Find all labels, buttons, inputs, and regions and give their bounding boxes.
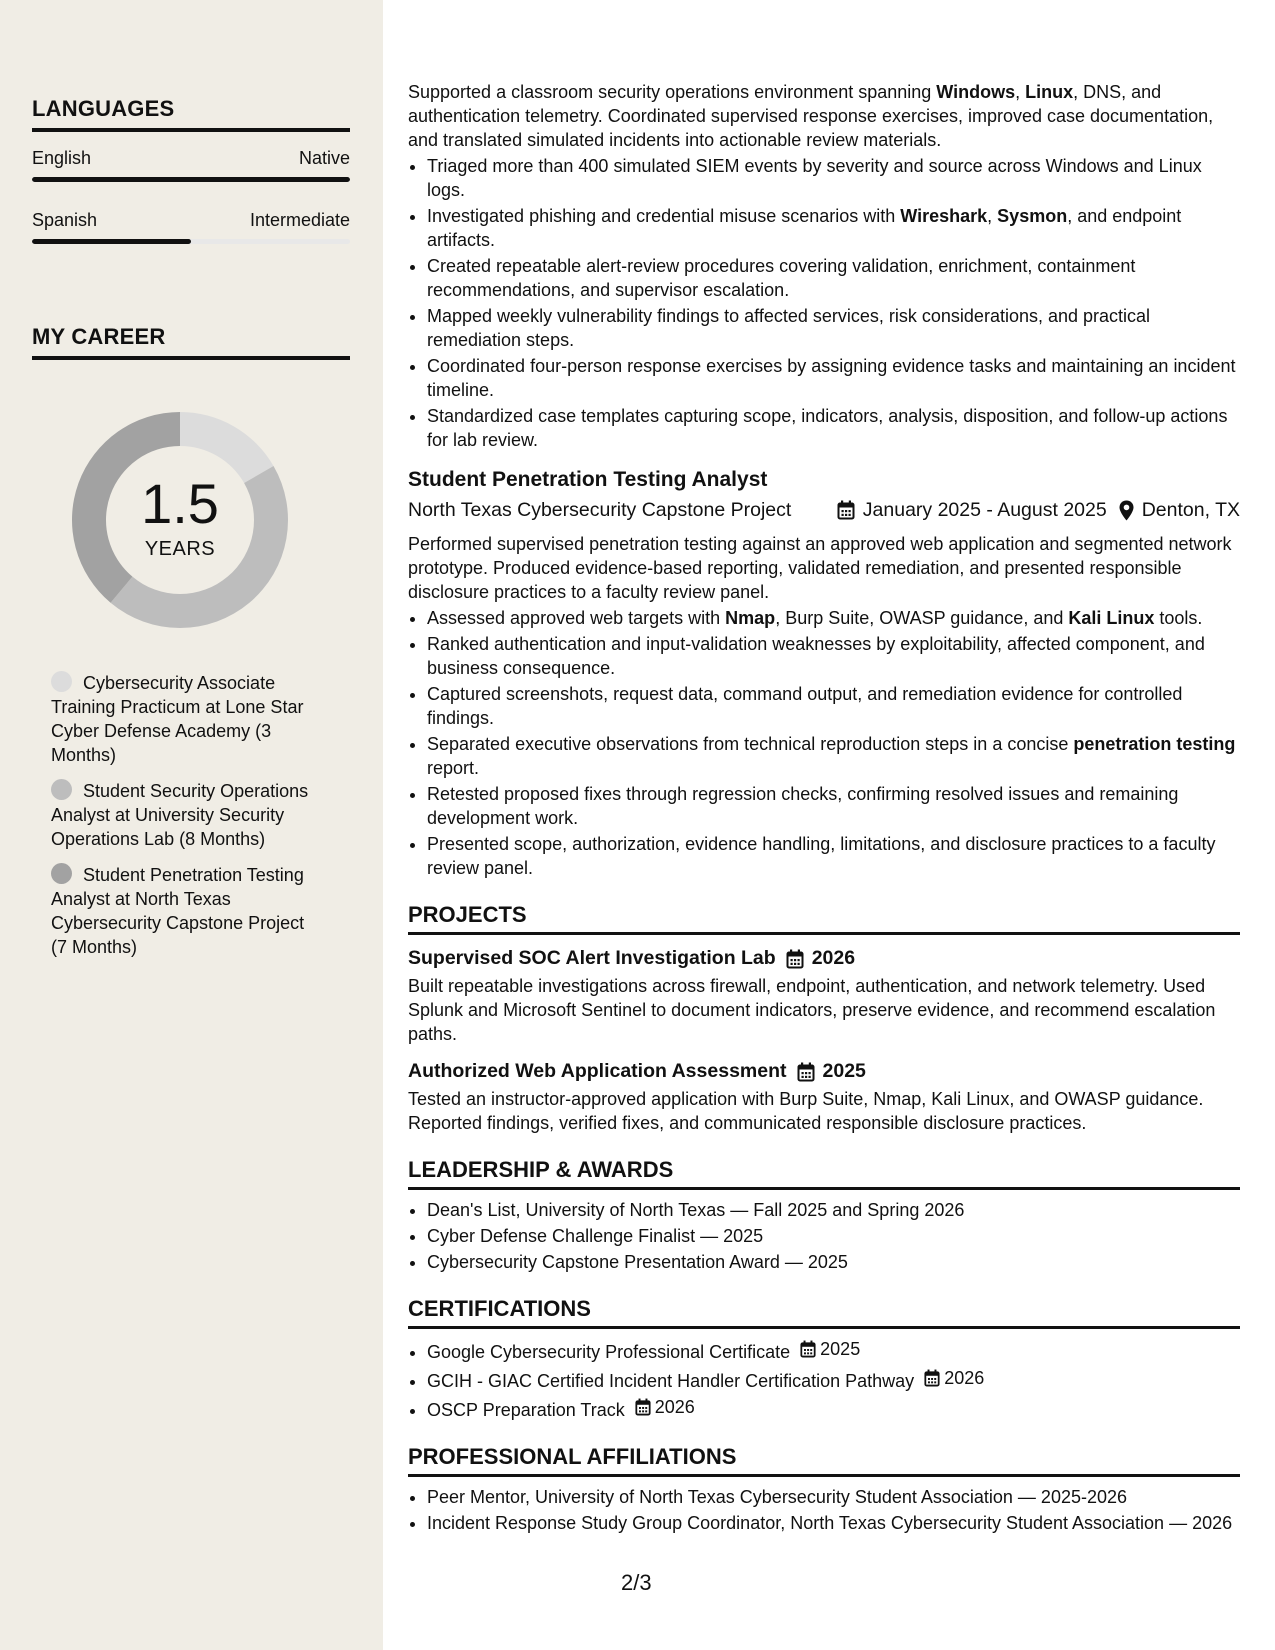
leadership-heading: LEADERSHIP & AWARDS xyxy=(408,1157,1240,1190)
text-run: Coordinated four-person response exercises by assigning evidence tasks and maintaining an incident timeline. xyxy=(427,356,1236,400)
job-bullet xyxy=(427,782,1240,830)
certification-year: 2025 xyxy=(820,1339,861,1359)
text-run: Standardized case templates capturing scope, indicators, analysis, disposition, and follow-up actions for lab review. xyxy=(427,406,1228,450)
job-location: Denton, TX xyxy=(1141,499,1240,521)
emphasized-text: Linux xyxy=(1025,82,1074,102)
calendar-icon xyxy=(786,949,804,969)
project-description: Tested an instructor-approved application with Burp Suite, Nmap, Kali Linux, and OWASP guidance. Reported findings, verified fixes, and communicated responsible disclosure practices. xyxy=(408,1089,1204,1133)
emphasized-text: Sysmon xyxy=(997,206,1068,226)
text-run: , DNS, and authentication telemetry. Coordinated supervised response exercises, improved case documentation, and translated simulated incidents into actionable review materials. xyxy=(408,82,1214,150)
text-run: Mapped weekly vulnerability findings to affected services, risk considerations, and practical remediation steps. xyxy=(427,306,1151,350)
text-run: , xyxy=(987,206,998,226)
emphasized-text: Windows xyxy=(936,82,1016,102)
job-bullet xyxy=(427,606,1240,630)
text-run: Retested proposed fixes through regression checks, confirming resolved issues and remaining development work. xyxy=(427,784,1179,828)
job-company: North Texas Cybersecurity Capstone Project xyxy=(408,499,792,521)
text-run: Created repeatable alert-review procedures covering validation, enrichment, containment recommendations, and supervisor escalation. xyxy=(427,256,1136,300)
emphasized-text: Wireshark xyxy=(900,206,988,226)
language-proficiency-fill xyxy=(32,239,191,244)
certification-item xyxy=(427,1395,1240,1422)
emphasized-text: Nmap xyxy=(725,608,776,628)
language-item xyxy=(32,148,350,182)
text-run: , Burp Suite, OWASP guidance, and xyxy=(775,608,1069,628)
certification-year: 2026 xyxy=(944,1368,985,1388)
projects-heading: PROJECTS xyxy=(408,902,1240,935)
job-bullet xyxy=(427,682,1240,730)
text-run: Triaged more than 400 simulated SIEM events by severity and source across Windows and Linux logs. xyxy=(427,156,1202,200)
language-item xyxy=(32,210,350,244)
job-bullet xyxy=(427,404,1240,452)
project-title: Supervised SOC Alert Investigation Lab xyxy=(408,947,776,969)
certifications-section xyxy=(408,1296,1240,1422)
language-level: Intermediate xyxy=(249,210,350,230)
experience-entry xyxy=(408,80,1240,452)
text-run: report. xyxy=(427,758,480,778)
career-donut-chart xyxy=(65,405,295,635)
certification-item xyxy=(427,1337,1240,1364)
legend-dot-icon xyxy=(51,779,72,800)
main-content xyxy=(408,80,1240,1537)
job-bullets xyxy=(408,154,1240,452)
project-description: Built repeatable investigations across firewall, endpoint, authentication, and network telemetry. Used Splunk and Microsoft Sentinel to document indicators, preserve evidence, and recommend escalation paths. xyxy=(408,976,1216,1044)
emphasized-text: penetration testing xyxy=(1073,734,1236,754)
legend-dot-icon xyxy=(51,671,72,692)
project-year: 2025 xyxy=(822,1060,866,1082)
language-name: Spanish xyxy=(32,210,98,230)
leadership-item: • Cybersecurity Capstone Presentation Award — 2025 xyxy=(427,1250,1240,1274)
affiliations-heading: PROFESSIONAL AFFILIATIONS xyxy=(408,1444,1240,1477)
text-run: , xyxy=(1015,82,1026,102)
job-bullet xyxy=(427,632,1240,680)
languages-heading: LANGUAGES xyxy=(32,96,350,132)
text-run: Supported a classroom security operations environment spanning xyxy=(408,82,937,102)
text-run: Performed supervised penetration testing against an approved web application and segmented network prototype. Produced evidence-based reporting, validated remediation, and presented responsible disclosure practices to a faculty review panel. xyxy=(408,534,1232,602)
calendar-icon xyxy=(800,1340,816,1358)
text-run: , and endpoint artifacts. xyxy=(427,206,1182,250)
project-item xyxy=(408,1060,1240,1135)
affiliation-item: • Incident Response Study Group Coordinator, North Texas Cybersecurity Student Association — 2026 xyxy=(427,1511,1240,1535)
affiliations-section xyxy=(408,1444,1240,1535)
calendar-icon xyxy=(924,1369,940,1387)
experience-entry xyxy=(408,468,1240,880)
job-bullet xyxy=(427,254,1240,302)
projects-section xyxy=(408,902,1240,1135)
calendar-icon xyxy=(635,1398,651,1416)
job-bullet xyxy=(427,832,1240,880)
language-name: English xyxy=(32,148,92,168)
career-heading: MY CAREER xyxy=(32,324,350,360)
project-title: Authorized Web Application Assessment xyxy=(408,1060,787,1082)
leadership-item: • Dean's List, University of North Texas — Fall 2025 and Spring 2026 xyxy=(427,1198,1240,1222)
certification-item xyxy=(427,1366,1240,1393)
calendar-icon xyxy=(797,1062,815,1082)
job-bullet xyxy=(427,304,1240,352)
certification-name: OSCP Preparation Track xyxy=(427,1400,625,1420)
text-run: Presented scope, authorization, evidence handling, limitations, and disclosure practices to a faculty review panel. xyxy=(427,834,1216,878)
job-bullet xyxy=(427,354,1240,402)
career-total-unit: YEARS xyxy=(144,537,216,560)
leadership-section xyxy=(408,1157,1240,1274)
job-dates: January 2025 - August 2025 xyxy=(862,499,1107,521)
career-legend-text: Cybersecurity Associate Training Practicum at Lone Star Cyber Defense Academy (3 Months) xyxy=(51,673,304,765)
project-item xyxy=(408,947,1240,1046)
job-bullet xyxy=(427,732,1240,780)
language-proficiency-bar xyxy=(32,239,350,244)
legend-dot-icon xyxy=(51,863,72,884)
certification-year: 2026 xyxy=(654,1397,695,1417)
calendar-icon xyxy=(837,500,855,520)
leadership-item: • Cyber Defense Challenge Finalist — 2025 xyxy=(427,1224,1240,1248)
career-legend-text: Student Penetration Testing Analyst at North Texas Cybersecurity Capstone Project (7 Months) xyxy=(51,865,305,957)
job-summary xyxy=(408,80,1240,152)
career-total-years: 1.5 xyxy=(141,471,219,535)
text-run: Separated executive observations from technical reproduction steps in a concise xyxy=(427,734,1074,754)
job-bullet xyxy=(427,204,1240,252)
job-bullet xyxy=(427,154,1240,202)
career-legend xyxy=(32,671,322,959)
language-level: Native xyxy=(298,148,350,168)
page-number: 2/3 xyxy=(621,1570,652,1595)
text-run: Ranked authentication and input-validation weaknesses by exploitability, affected component, and business consequence. xyxy=(427,634,1205,678)
language-proficiency-fill xyxy=(32,177,350,182)
affiliation-item: • Peer Mentor, University of North Texas Cybersecurity Student Association — 2025-2026 xyxy=(427,1485,1240,1509)
certification-name: GCIH - GIAC Certified Incident Handler Certification Pathway xyxy=(427,1371,915,1391)
career-legend-text: Student Security Operations Analyst at University Security Operations Lab (8 Months) xyxy=(51,781,309,849)
job-summary xyxy=(408,532,1240,604)
certifications-heading: CERTIFICATIONS xyxy=(408,1296,1240,1329)
certification-name: Google Cybersecurity Professional Certificate xyxy=(427,1342,791,1362)
map-pin-icon xyxy=(1119,500,1134,521)
sidebar xyxy=(0,0,383,1650)
job-title: Student Penetration Testing Analyst xyxy=(408,468,768,491)
text-run: Captured screenshots, request data, command output, and remediation evidence for controlled findings. xyxy=(427,684,1183,728)
text-run: tools. xyxy=(1154,608,1203,628)
emphasized-text: Kali Linux xyxy=(1068,608,1155,628)
career-legend-item xyxy=(51,863,322,959)
text-run: Assessed approved web targets with xyxy=(427,608,726,628)
text-run: Investigated phishing and credential misuse scenarios with xyxy=(427,206,901,226)
career-legend-item xyxy=(51,671,322,767)
project-year: 2026 xyxy=(811,947,856,969)
job-bullets xyxy=(408,606,1240,880)
career-legend-item xyxy=(51,779,322,851)
language-proficiency-bar xyxy=(32,177,350,182)
